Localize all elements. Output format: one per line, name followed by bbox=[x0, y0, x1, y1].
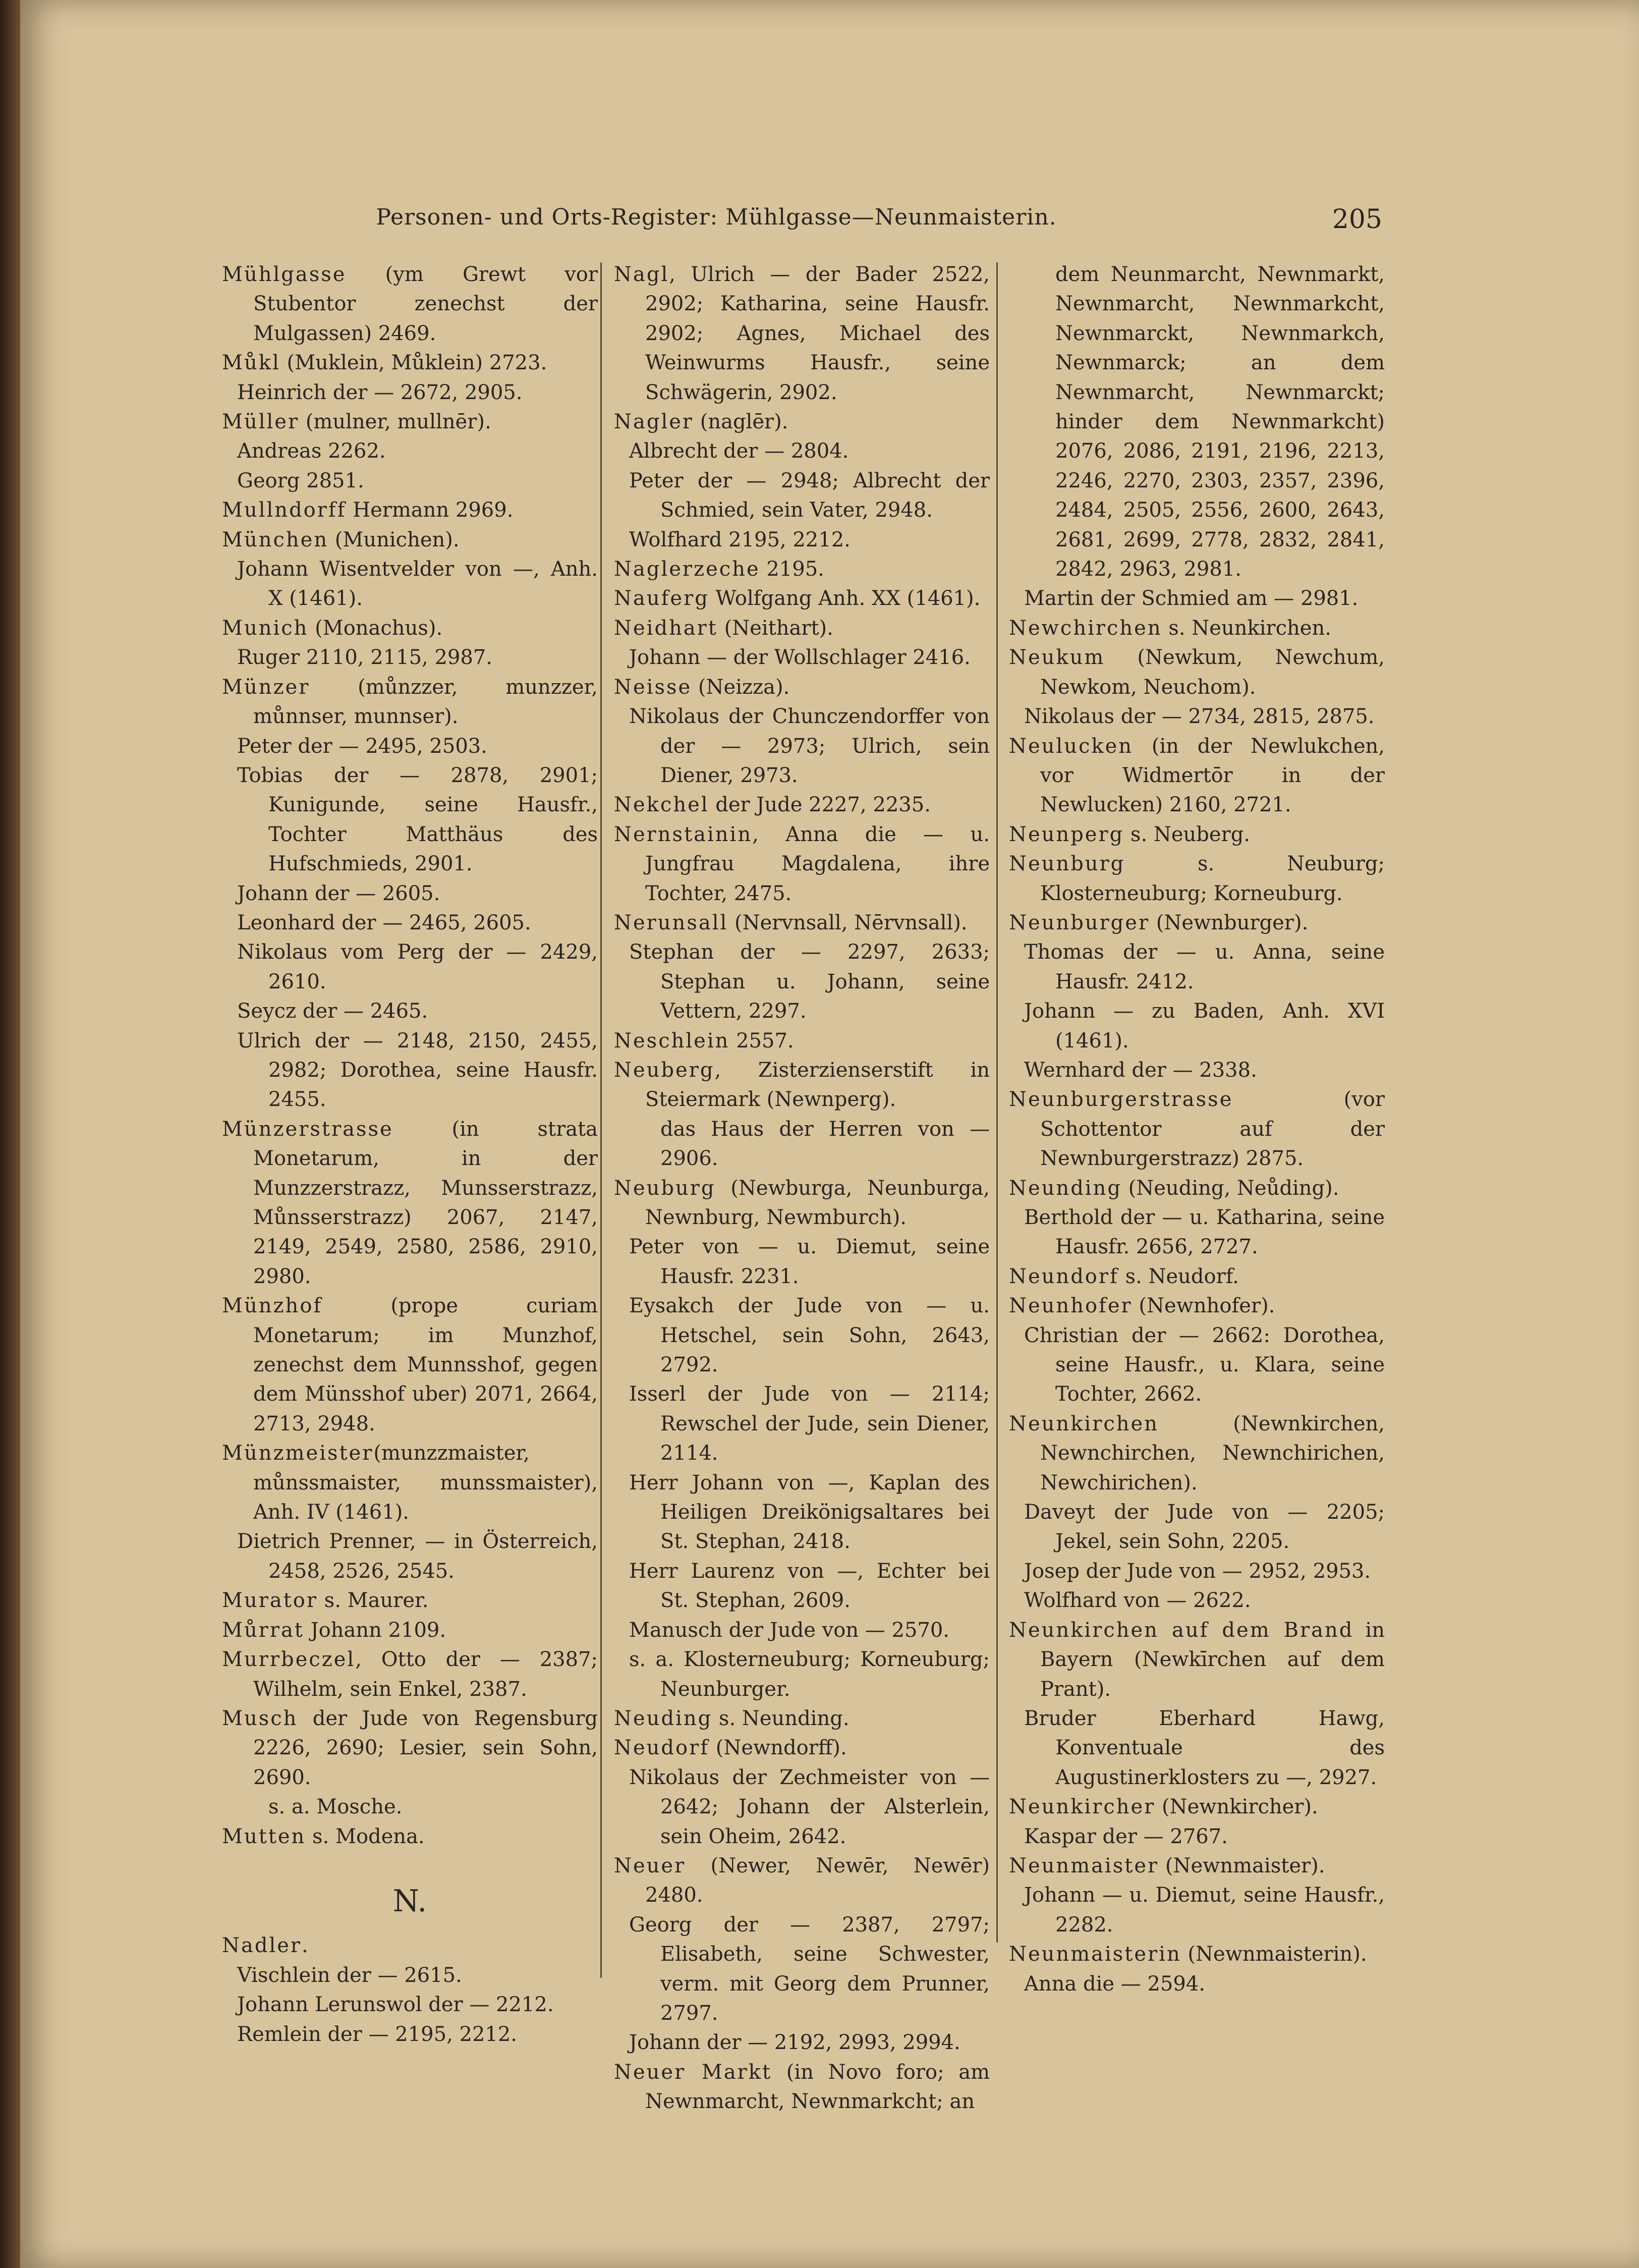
entry-text: Bruder Eberhard Hawg, Konventuale des Augustinerklosters zu —, 2927. bbox=[1024, 1706, 1385, 1789]
entry-text: (Neithart). bbox=[717, 616, 833, 640]
entry-headword: Neunhofer bbox=[1009, 1294, 1133, 1318]
entry-text: Josep der Jude von — 2952, 2953. bbox=[1024, 1559, 1371, 1583]
entry-headword: Newchirchen bbox=[1009, 616, 1162, 640]
entry-text: (prope curiam Monetarum; im Munzhof, zenechst dem Munnsshof, gegen dem Münsshof uber) 2071, 2664, 2713, 2948. bbox=[253, 1294, 598, 1435]
entry-text: (Newer, Newēr, Newēr) 2480. bbox=[645, 1854, 990, 1907]
entry-text: Johann 2109. bbox=[304, 1618, 446, 1642]
entry-text: der Jude von Regensburg 2226, 2690; Lesier, sein Sohn, 2690. bbox=[253, 1706, 598, 1789]
entry-headword: Neuer Markt bbox=[614, 2060, 772, 2084]
entry-headword: München bbox=[222, 528, 329, 551]
index-entry bbox=[1009, 908, 1385, 937]
index-entry bbox=[1009, 732, 1385, 820]
entries bbox=[614, 260, 990, 2117]
entry-text: Ulrich der — 2148, 2150, 2455, 2982; Dorothea, seine Hausfr. 2455. bbox=[237, 1029, 598, 1112]
index-entry bbox=[614, 820, 990, 908]
entry-text: Wolfhard von — 2622. bbox=[1024, 1589, 1251, 1613]
index-subentry bbox=[222, 997, 598, 1026]
index-subentry bbox=[222, 1792, 598, 1821]
entry-headword: Mullndorff bbox=[222, 499, 347, 522]
index-subentry bbox=[1009, 702, 1385, 731]
entry-text: s. Neuburg; Klosterneuburg; Korneuburg. bbox=[1040, 852, 1385, 905]
entry-text: Kaspar der — 2767. bbox=[1024, 1824, 1228, 1848]
entry-text: 2195. bbox=[760, 558, 824, 581]
entry-text: Leonhard der — 2465, 2605. bbox=[237, 911, 531, 934]
entry-text: (Muklein, Můklein) 2723. bbox=[280, 351, 547, 375]
index-subentry bbox=[222, 466, 598, 495]
index-entry bbox=[222, 1115, 598, 1291]
entry-text: Seycz der — 2465. bbox=[237, 1000, 428, 1023]
index-entry bbox=[222, 1645, 598, 1704]
entry-headword: Neunperg bbox=[1009, 822, 1124, 846]
index-entry bbox=[614, 2058, 990, 2117]
index-entry bbox=[222, 495, 598, 525]
entry-text: Martin der Schmied am — 2981. bbox=[1024, 587, 1359, 611]
entry-text: (Newnmaisterin). bbox=[1181, 1943, 1367, 1966]
entry-text: Daveyt der Jude von — 2205; Jekel, sein Sohn, 2205. bbox=[1024, 1501, 1385, 1554]
index-entry bbox=[614, 1174, 990, 1233]
entry-text: Johann — u. Diemut, seine Hausfr., 2282. bbox=[1024, 1884, 1385, 1937]
index-entry bbox=[1009, 1291, 1385, 1320]
entry-text: Hermann 2969. bbox=[346, 499, 514, 522]
index-subentry bbox=[614, 1232, 990, 1291]
index-subentry bbox=[1009, 1969, 1385, 1999]
index-subentry bbox=[1009, 997, 1385, 1056]
index-entry bbox=[1009, 820, 1385, 849]
entry-headword: Musch bbox=[222, 1706, 298, 1730]
index-column-3 bbox=[1009, 260, 1385, 1999]
entry-text: s. Neunkirchen. bbox=[1162, 616, 1331, 640]
index-subentry bbox=[614, 525, 990, 555]
index-entry bbox=[222, 407, 598, 436]
entry-headword: Münzmeister bbox=[222, 1442, 374, 1465]
entry-text: (Neuding, Neůding). bbox=[1121, 1176, 1339, 1200]
index-subentry bbox=[1009, 1557, 1385, 1586]
entry-headword: Neunding bbox=[1009, 1176, 1122, 1200]
entry-headword: Nerunsall bbox=[614, 911, 728, 934]
entry-text: Georg 2851. bbox=[237, 469, 364, 492]
index-entry bbox=[614, 614, 990, 643]
entry-text: Anna die — 2594. bbox=[1024, 1972, 1205, 1996]
index-entry bbox=[222, 260, 598, 348]
entry-text: Stephan der — 2297, 2633; Stephan u. Johann, seine Vettern, 2297. bbox=[629, 941, 990, 1023]
index-entry bbox=[1009, 1616, 1385, 1704]
entry-text: Vischlein der — 2615. bbox=[237, 1963, 462, 1987]
entry-text: Ruger 2110, 2115, 2987. bbox=[237, 646, 492, 670]
entry-text: Nikolaus der Zechmeister von — 2642; Johann der Alsterlein, sein Oheim, 2642. bbox=[629, 1765, 990, 1848]
entry-text: (můnzzer, munzzer, můnnser, munnser). bbox=[253, 675, 598, 729]
entry-text: (ym Grewt vor Stubentor zenechst der Mulgassen) 2469. bbox=[253, 263, 598, 345]
entry-headword: Neunkirchen auf dem Brand bbox=[1009, 1618, 1354, 1642]
entry-text: (Nervnsall, Nērvnsall). bbox=[728, 911, 968, 934]
index-column-2 bbox=[614, 260, 990, 2117]
entry-text: (Newburga, Neunburga, Newnburg, Newmburch). bbox=[645, 1176, 990, 1229]
entry-text: (Newkum, Newchum, Newkom, Neuchom). bbox=[1040, 646, 1385, 699]
index-entry bbox=[614, 1056, 990, 1115]
index-entry bbox=[1009, 1792, 1385, 1821]
entry-headword: Neuer bbox=[614, 1854, 686, 1877]
index-subentry bbox=[614, 643, 990, 672]
index-subentry bbox=[614, 937, 990, 1026]
entry-headword: Neschlein bbox=[614, 1029, 730, 1053]
entry-headword: Můrrat bbox=[222, 1618, 304, 1642]
entry-text: Herr Johann von —, Kaplan des Heiligen Dreikönigsaltares bei St. Stephan, 2418. bbox=[629, 1471, 990, 1554]
entry-text: Wernhard der — 2338. bbox=[1024, 1058, 1257, 1082]
index-subentry bbox=[1009, 1822, 1385, 1851]
index-entry bbox=[1009, 614, 1385, 643]
entry-text: Eysakch der Jude von — u. Hetschel, sein Sohn, 2643, 2792. bbox=[629, 1294, 990, 1377]
entry-headword: Neidhart bbox=[614, 616, 718, 640]
entry-headword: Münzerstrasse bbox=[222, 1117, 393, 1141]
entry-text: (Newndorff). bbox=[709, 1736, 847, 1760]
entry-text: Johann der — 2605. bbox=[237, 881, 440, 905]
entry-text: (in strata Monetarum, in der Munzzerstrazz, Munsserstrazz, Můnsserstrazz) 2067, 2147, 2149, 2549, 2580, 2586, 2910, 2980. bbox=[253, 1117, 598, 1288]
entry-text: s. Neunding. bbox=[712, 1706, 850, 1730]
entry-headword: Neunburgerstrasse bbox=[1009, 1088, 1233, 1112]
entry-text: (mulner, mullnēr). bbox=[299, 410, 491, 434]
entry-headword: Neunmaister bbox=[1009, 1854, 1159, 1877]
entry-text: (in Novo foro; am Newnmarcht, Newnmarkcht; an bbox=[645, 2060, 990, 2114]
entry-headword: Nernstainin bbox=[614, 822, 753, 846]
entry-text: s. Neuberg. bbox=[1124, 822, 1251, 846]
entry-text: Herr Laurenz von —, Echter bei St. Stephan, 2609. bbox=[629, 1559, 990, 1613]
entry-text: Thomas der — u. Anna, seine Hausfr. 2412. bbox=[1024, 941, 1385, 993]
index-entry bbox=[614, 1733, 990, 1762]
entry-text: (naglēr). bbox=[694, 410, 788, 434]
entry-headword: Neunmaisterin bbox=[1009, 1943, 1181, 1966]
entry-text: Peter von — u. Diemut, seine Hausfr. 2231. bbox=[629, 1235, 990, 1288]
entry-text: Peter der — 2948; Albrecht der Schmied, sein Vater, 2948. bbox=[629, 469, 990, 522]
page-title: Personen- und Orts-Register: Mühlgasse—Neunmaisterin. bbox=[376, 204, 1057, 230]
entry-text: (vor Schottentor auf der Newnburgerstrazz) 2875. bbox=[1040, 1088, 1385, 1171]
index-entry bbox=[1009, 1262, 1385, 1291]
column-divider bbox=[996, 262, 998, 1943]
entry-headword: Neukum bbox=[1009, 646, 1105, 670]
index-entry bbox=[222, 1586, 598, 1615]
entry-text: (Monachus). bbox=[308, 616, 443, 640]
entry-text: Johann — der Wollschlager 2416. bbox=[629, 646, 971, 670]
index-entry bbox=[222, 1616, 598, 1645]
entry-headword: Neudorf bbox=[614, 1736, 710, 1760]
entry-headword: Nauferg bbox=[614, 587, 709, 611]
index-subentry bbox=[1009, 1498, 1385, 1557]
index-entry bbox=[1009, 1851, 1385, 1880]
entry-headword: Naglerzeche bbox=[614, 558, 760, 581]
index-subentry bbox=[614, 1291, 990, 1379]
index-entry bbox=[614, 908, 990, 937]
section-letter: N. bbox=[392, 1883, 427, 1919]
index-entry bbox=[614, 260, 990, 407]
entry-headword: Nadler bbox=[222, 1934, 302, 1958]
column-divider bbox=[600, 262, 602, 1978]
index-entry bbox=[1009, 1940, 1385, 1969]
index-subentry bbox=[614, 1468, 990, 1557]
entry-headword: Neisse bbox=[614, 675, 692, 699]
index-subentry bbox=[1009, 260, 1385, 584]
entry-text: s. a. Mosche. bbox=[268, 1795, 403, 1819]
entry-headword: Neunkircher bbox=[1009, 1795, 1156, 1819]
index-entry bbox=[1009, 1409, 1385, 1498]
entry-headword: Neuding bbox=[614, 1706, 713, 1730]
index-entry bbox=[222, 1822, 598, 1851]
index-entry bbox=[1009, 1085, 1385, 1173]
entry-text: Nikolaus vom Perg der — 2429, 2610. bbox=[237, 941, 598, 993]
index-subentry bbox=[1009, 1321, 1385, 1409]
index-subentry bbox=[222, 1527, 598, 1586]
entry-text: Nikolaus der Chunczendorffer von der — 2973; Ulrich, sein Diener, 2973. bbox=[629, 705, 990, 787]
entry-text: , Zisterzienserstift in Steiermark (Newnperg). bbox=[645, 1058, 990, 1112]
index-entry bbox=[1009, 643, 1385, 702]
index-entry bbox=[1009, 849, 1385, 908]
index-column-1 bbox=[222, 260, 598, 2049]
entry-text: das Haus der Herren von — 2906. bbox=[660, 1117, 990, 1171]
entry-text: Peter der — 2495, 2503. bbox=[237, 734, 487, 758]
index-entry bbox=[222, 348, 598, 377]
entry-text: Wolfgang Anh. XX (1461). bbox=[709, 587, 981, 611]
entry-headword: Mutten bbox=[222, 1824, 306, 1848]
entry-text: der Jude 2227, 2235. bbox=[709, 793, 931, 817]
index-subentry bbox=[222, 908, 598, 937]
entry-text: Johann Wisentvelder von —, Anh. X (1461). bbox=[237, 558, 598, 611]
entry-text: (Newnmaister). bbox=[1159, 1854, 1325, 1877]
entry-headword: Nagler bbox=[614, 410, 694, 434]
entry-text: , Ulrich — der Bader 2522, 2902; Katharina, seine Hausfr. 2902; Agnes, Michael des Weinwurms Hausfr., seine Schwägerin, 2902. bbox=[645, 263, 990, 404]
entry-headword: Neulucken bbox=[1009, 734, 1134, 758]
entry-headword: Munich bbox=[222, 616, 309, 640]
entry-headword: Můkl bbox=[222, 351, 280, 375]
index-entry bbox=[614, 673, 990, 702]
entry-text: (Munichen). bbox=[328, 528, 460, 551]
index-subentry bbox=[222, 732, 598, 761]
entry-text: Wolfhard 2195, 2212. bbox=[629, 528, 851, 551]
index-subentry bbox=[614, 702, 990, 790]
index-subentry bbox=[614, 436, 990, 466]
index-subentry bbox=[1009, 1056, 1385, 1085]
entry-text: Johann — zu Baden, Anh. XVI (1461). bbox=[1024, 1000, 1385, 1053]
index-entry bbox=[222, 1931, 598, 1960]
entry-headword: Murator bbox=[222, 1589, 318, 1613]
entry-text: , Otto der — 2387; Wilhelm, sein Enkel, 2387. bbox=[253, 1648, 598, 1701]
entry-text: Tobias der — 2878, 2901; Kunigunde, seine Hausfr., Tochter Matthäus des Hufschmieds, 2901. bbox=[237, 763, 598, 876]
entry-text: , Anna die — u. Jungfrau Magdalena, ihre Tochter, 2475. bbox=[645, 822, 990, 905]
index-subentry bbox=[614, 1616, 990, 1645]
index-entry bbox=[614, 1704, 990, 1733]
entry-text: (Neizza). bbox=[692, 675, 790, 699]
index-entry bbox=[614, 1851, 990, 1910]
index-subentry bbox=[1009, 584, 1385, 613]
entries bbox=[1009, 260, 1385, 1999]
index-subentry bbox=[222, 1026, 598, 1115]
entry-text: (Newnkirchen, Newnchirchen, Newnchirichen, Newchirichen). bbox=[1040, 1412, 1385, 1495]
entry-headword: Münzer bbox=[222, 675, 310, 699]
entry-text: Christian der — 2662: Dorothea, seine Hausfr., u. Klara, seine Tochter, 2662. bbox=[1024, 1323, 1385, 1406]
index-entry bbox=[222, 673, 598, 732]
entry-text: Johann der — 2192, 2993, 2994. bbox=[629, 2031, 960, 2055]
entry-headword: Neunkirchen bbox=[1009, 1412, 1159, 1435]
index-subentry bbox=[1009, 1704, 1385, 1792]
index-entry bbox=[222, 1291, 598, 1439]
index-subentry bbox=[614, 1379, 990, 1468]
index-entry bbox=[614, 407, 990, 436]
index-entry bbox=[614, 555, 990, 584]
entry-headword: Münzhof bbox=[222, 1294, 323, 1318]
entry-headword: Neuburg bbox=[614, 1176, 716, 1200]
entry-headword: Neunburg bbox=[1009, 852, 1125, 876]
index-subentry bbox=[222, 1961, 598, 1990]
entry-text: s. a. Klosterneuburg; Korneuburg; Neunburger. bbox=[629, 1648, 990, 1701]
index-subentry bbox=[222, 555, 598, 614]
entry-headword: Nekchel bbox=[614, 793, 709, 817]
entry-text: (Newnburger). bbox=[1150, 911, 1309, 934]
index-subentry bbox=[614, 2028, 990, 2057]
index-subentry bbox=[222, 1990, 598, 2019]
entry-headword: Mühlgasse bbox=[222, 263, 347, 286]
index-subentry bbox=[614, 1115, 990, 1174]
entry-text: Heinrich der — 2672, 2905. bbox=[237, 380, 523, 404]
index-subentry bbox=[614, 1645, 990, 1704]
entry-text: (in der Newlukchen, vor Widmertōr in der Newlucken) 2160, 2721. bbox=[1040, 734, 1385, 817]
entry-text: (Newnhofer). bbox=[1132, 1294, 1275, 1318]
entry-text: s. Modena. bbox=[306, 1824, 425, 1848]
entry-text: Dietrich Prenner, — in Österreich, 2458, 2526, 2545. bbox=[237, 1530, 598, 1583]
index-subentry bbox=[222, 378, 598, 407]
index-entry bbox=[1009, 1174, 1385, 1203]
entry-text: Georg der — 2387, 2797; Elisabeth, seine Schwester, verm. mit Georg dem Prunner, 2797. bbox=[629, 1913, 990, 2025]
entry-text: Johann Lerunswol der — 2212. bbox=[237, 1993, 554, 2017]
index-subentry bbox=[222, 937, 598, 997]
entries-m bbox=[222, 260, 598, 1851]
entry-text: (munzzmaister, můnssmaister, munssmaister), Anh. IV (1461). bbox=[253, 1442, 598, 1524]
index-entry bbox=[222, 1439, 598, 1527]
entry-headword: Neuberg bbox=[614, 1058, 715, 1082]
index-subentry bbox=[222, 879, 598, 908]
index-entry bbox=[222, 1704, 598, 1792]
entry-text: . bbox=[302, 1934, 308, 1958]
index-subentry bbox=[222, 436, 598, 466]
entry-text: (Newnkircher). bbox=[1155, 1795, 1318, 1819]
entry-text: 2557. bbox=[729, 1029, 794, 1053]
entry-text: dem Neunmarcht, Newnmarkt, Newnmarcht, Newnmarkcht, Newnmarckt, Newnmarkch, Newnmarck; an dem Newnmarcht, Newnmarckt; hinder dem Newnmarkcht) 2076, 2086, 2191, 2196, 2213, 2246, 2270, 2303, 2357, 2396, 2484, 2505, 2556, 2600, 2643, 2681, 2699, 2778, 2832, 2841, 2842, 2963, 2981. bbox=[1055, 263, 1385, 581]
entry-text: Berthold der — u. Katharina, seine Hausfr. 2656, 2727. bbox=[1024, 1206, 1385, 1259]
entry-text: Nikolaus der — 2734, 2815, 2875. bbox=[1024, 705, 1375, 729]
index-subentry bbox=[614, 1910, 990, 2028]
book-gutter bbox=[0, 0, 20, 2268]
index-subentry bbox=[1009, 937, 1385, 997]
index-entry bbox=[222, 614, 598, 643]
index-entry bbox=[614, 1026, 990, 1056]
index-entry bbox=[614, 790, 990, 819]
index-entry bbox=[614, 584, 990, 613]
index-subentry bbox=[614, 466, 990, 525]
index-subentry bbox=[222, 643, 598, 672]
index-subentry bbox=[1009, 1586, 1385, 1615]
index-subentry bbox=[614, 1763, 990, 1851]
entry-text: s. Maurer. bbox=[317, 1589, 429, 1613]
entry-text: Andreas 2262. bbox=[237, 439, 386, 463]
entry-headword: Neunburger bbox=[1009, 911, 1150, 934]
page-number: 205 bbox=[1332, 204, 1382, 235]
entry-headword: Neundorf bbox=[1009, 1264, 1119, 1288]
entry-headword: Nagl bbox=[614, 263, 669, 286]
index-subentry bbox=[222, 761, 598, 879]
entry-headword: Murrbeczel bbox=[222, 1648, 356, 1672]
entry-text: in Bayern (Newkīrchen auf dem Prant). bbox=[1040, 1618, 1385, 1701]
index-subentry bbox=[1009, 1880, 1385, 1940]
index-subentry bbox=[1009, 1203, 1385, 1262]
entry-text: Albrecht der — 2804. bbox=[629, 439, 849, 463]
entry-text: Isserl der Jude von — 2114; Rewschel der Jude, sein Diener, 2114. bbox=[629, 1382, 990, 1465]
index-entry bbox=[222, 525, 598, 555]
index-subentry bbox=[614, 1557, 990, 1616]
running-header bbox=[222, 204, 1382, 240]
entry-text: Manusch der Jude von — 2570. bbox=[629, 1618, 950, 1642]
entries-n bbox=[222, 1931, 598, 2049]
index-subentry bbox=[222, 2020, 598, 2049]
entry-headword: Müller bbox=[222, 410, 300, 434]
entry-text: s. Neudorf. bbox=[1118, 1264, 1239, 1288]
entry-text: Remlein der — 2195, 2212. bbox=[237, 2022, 518, 2046]
